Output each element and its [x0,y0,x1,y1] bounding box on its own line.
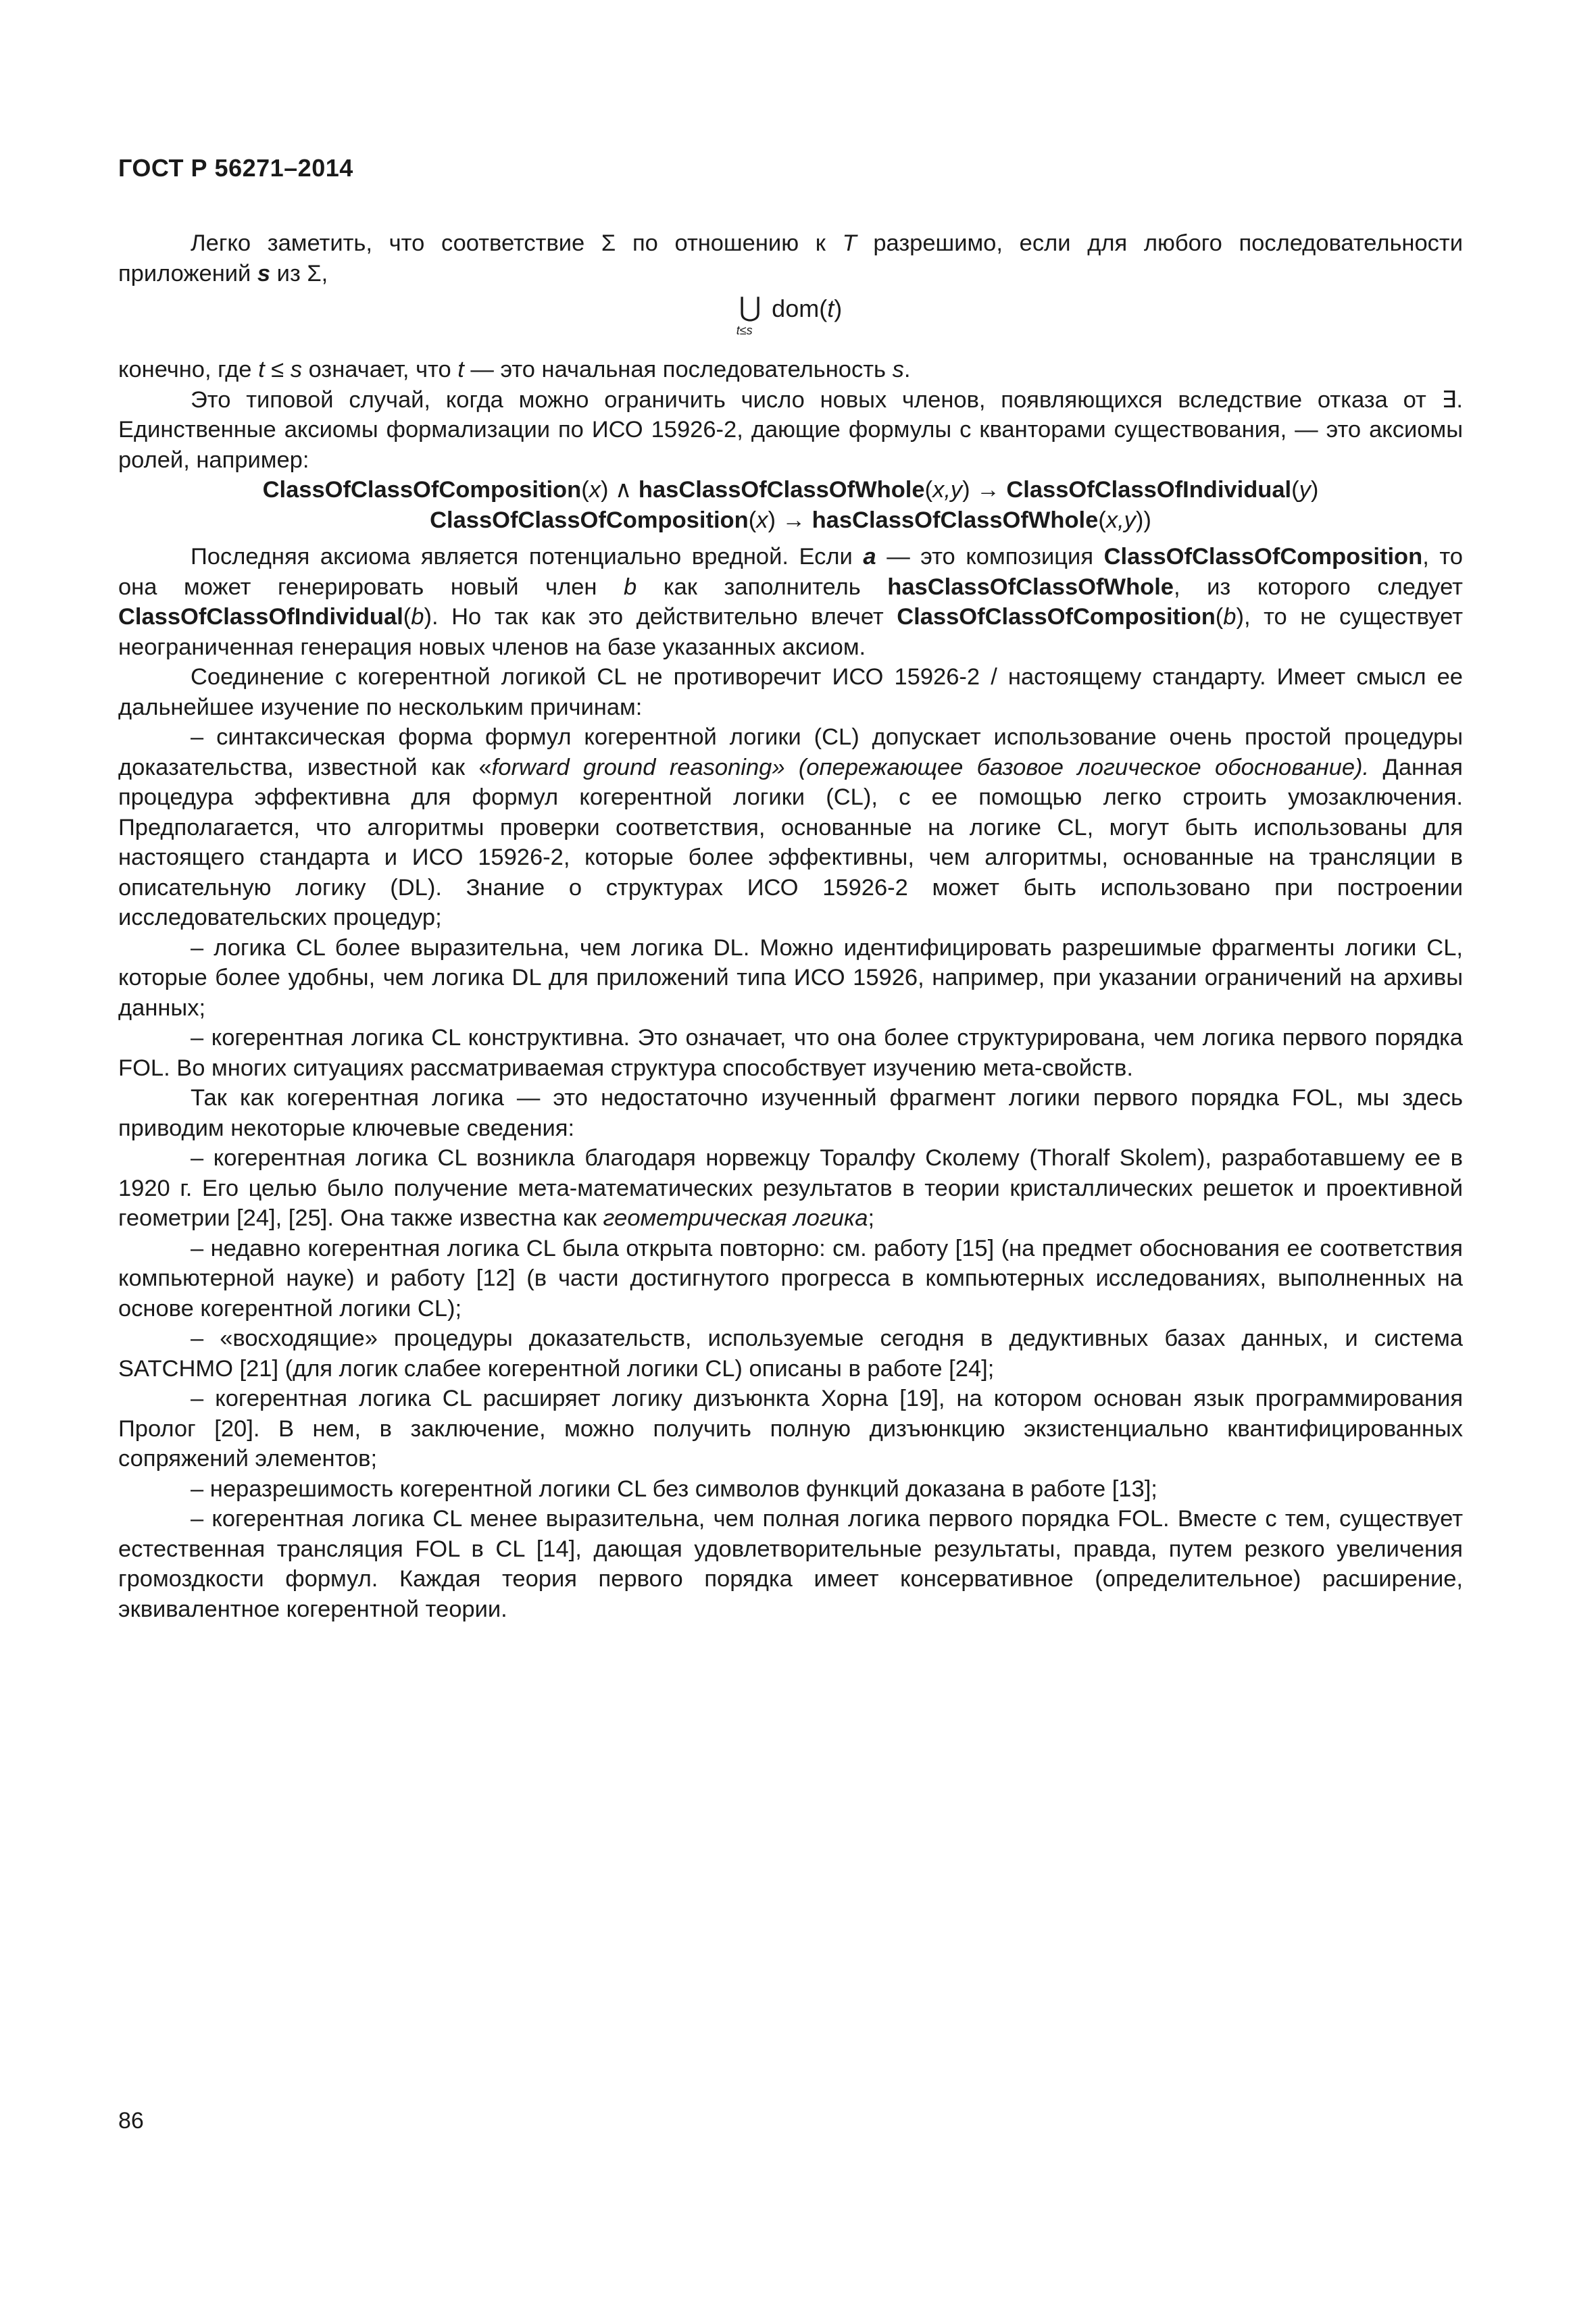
predicate: ClassOfClassOfComposition [262,477,582,503]
page-body [118,228,1463,1624]
var-xy: x,y [1105,507,1136,533]
var-s: s [290,357,303,382]
union-symbol: ⋃ [739,293,762,322]
var-b: b [411,604,424,630]
list-item-expressive: – логика CL более выразительна, чем логика DL. Можно идентифицировать разрешимые фрагменты логики CL, которые более удобны, чем логика DL для приложений типа ИСО 15926, например, при указании ограничений на архивы данных; [118,934,1463,1021]
var-y: y [1299,477,1311,503]
text: как заполнитель [637,574,888,600]
paragraph-cl-connection: Соединение с когерентной логикой CL не противоречит ИСО 15926-2 / настоящему стандарту. Имеет смысл ее дальнейшее изучение по нескольким причинам: [118,664,1463,720]
operator: ) → [768,507,812,533]
text: , то она может генерировать новый член [118,544,1463,600]
dom-function [772,294,842,324]
list-item-constructive: – когерентная логика CL конструктивна. Это означает, что она более структурирована, чем логика первого порядка FOL. Во многих ситуациях рассматриваемая структура способствует изучению мета-свойств. [118,1025,1463,1081]
text: — это композиция [876,544,1104,570]
text: – синтаксическая форма формул когерентной логики (CL) допускает использование очень простой процедуры доказательства, известной как « [118,724,1463,780]
operator: ) ∧ [600,477,639,503]
predicate: hasClassOfClassOfWhole [887,574,1174,600]
predicate: ClassOfClassOfComposition [430,507,749,533]
list-item-skolem [118,1143,1463,1234]
text: , из которого следует [1173,574,1463,600]
var-x: x [756,507,768,533]
list-item-bottom-up: – «восходящие» процедуры доказательств, используемые сегодня в дедуктивных базах данных, и система SATCHMO [21] (для логик слабее когерентной логики CL) описаны в работе [24]; [118,1326,1463,1382]
predicate: ClassOfClassOfComposition [1103,544,1423,570]
standard-header: ГОСТ Р 56271–2014 [118,154,353,182]
paren: ( [924,477,933,503]
paragraph-key-info: Так как когерентная логика — это недостаточно изученный фрагмент логики первого порядка FOL, мы здесь приводим некоторые ключевые сведения: [118,1085,1463,1141]
var-t: t [258,357,265,382]
text: разрешимо, если для любого последовательности приложений [118,230,1463,286]
text: – когерентная логика CL возникла благодаря норвежцу Торалфу Сколему (Thoralf Skolem), разработавшему ее в 1920 г. Его целью было получение мета-математических результатов в теории кристаллических решеток и проективной геометрии [24], [25]. Она также известна как [118,1145,1463,1231]
paren: ( [1215,604,1224,630]
formula-axiom-1 [118,475,1463,505]
list-item-less-expressive: – когерентная логика CL менее выразительна, чем полная логика первого порядка FOL. Вместе с тем, существует естественная трансляция FOL в CL [14], дающая удовлетворительные результаты, правда, путем резкого увеличения громоздкости формул. Каждая теория первого порядка имеет консервативное (определительное) расширение, эквивалентное когерентной теории. [118,1506,1463,1622]
list-item-rediscovered: – недавно когерентная логика CL была открыта повторно: см. работу [15] (на предмет обоснования ее соответствия компьютерной науке) и работу [12] (в части достигнутого прогресса в компьютерных исследованиях, выполненных на основе когерентной логики CL); [118,1235,1463,1322]
var-x: x [589,477,601,503]
text: ≤ [264,357,291,382]
paren: ( [1098,507,1106,533]
paragraph-finite [118,355,1463,385]
text: ), то не существует неограниченная генерация новых членов на базе указанных аксиом. [118,604,1463,660]
var-t: t [827,295,834,322]
predicate: ClassOfClassOfIndividual [1006,477,1292,503]
union-expression [736,293,843,337]
paren: ( [1291,477,1299,503]
paragraph-resolvable [118,228,1463,288]
paragraph-harmful-axiom [118,542,1463,662]
var-b: b [624,574,637,600]
union-formula [118,294,1463,352]
paren: ( [581,477,589,503]
predicate: hasClassOfClassOfWhole [638,477,925,503]
paren: ( [403,604,412,630]
text: — это начальная последовательность [464,357,893,382]
predicate: hasClassOfClassOfWhole [812,507,1099,533]
var-s: s [257,260,271,286]
dom-label: dom( [772,295,828,322]
text: ; [868,1205,875,1231]
var-b: b [1223,604,1237,630]
paren: ( [748,507,757,533]
operator: ) → [962,477,1007,503]
list-item-horn: – когерентная логика CL расширяет логику дизъюнкта Хорна [19], на котором основан язык программирования Пролог [20]. В нем, в заключение, можно получить полную дизъюнкцию экзистенциально квантифицированных сопряжений элементов; [118,1386,1463,1472]
var-t: t [457,357,464,382]
var-a: a [863,544,876,570]
var-xy: x,y [932,477,963,503]
var-s: s [892,357,904,382]
text: ). Но так как это действительно влечет [424,604,897,630]
list-item-syntax [118,722,1463,933]
italic-term: forward ground reasoning» (опережающее базовое логическое обоснование). [491,754,1370,780]
text: из Σ, [270,260,328,286]
text: конечно, где [118,357,259,382]
text: Данная процедура эффективна для формул когерентной логики (CL), с ее помощью легко строить умозаключения. Предполагается, что алгоритмы проверки соответствия, основанные на логике CL, могут быть использованы для настоящего стандарта и ИСО 15926-2, которые более эффективны, чем алгоритмы, основанные на трансляции в описательную логику (DL). Знание о структурах ИСО 15926-2 может быть использовано при построении исследовательских процедур; [118,754,1463,930]
text: означает, что [302,357,458,382]
italic-term: геометрическая логика [603,1205,868,1231]
union-subscript: t≤s [736,324,753,337]
paren: )) [1135,507,1151,533]
paren: ) [834,295,843,322]
text: Последняя аксиома является потенциально вредной. Если [191,544,864,570]
list-item-undecidable: – неразрешимость когерентной логики CL без символов функций доказана в работе [13]; [191,1476,1157,1502]
page-number: 86 [118,2108,144,2134]
text: Легко заметить, что соответствие Σ по отношению к [191,230,843,256]
paren: ) [1310,477,1319,503]
var-T: T [842,230,857,256]
text: . [903,357,911,382]
predicate: ClassOfClassOfIndividual [118,604,403,630]
predicate: ClassOfClassOfComposition [897,604,1216,630]
formula-axiom-2 [118,505,1463,536]
paragraph-typical-case: Это типовой случай, когда можно ограничить число новых членов, появляющихся вследствие отказа от ∃. Единственные аксиомы формализации по ИСО 15926-2, дающие формулы с кванторами существования, — это аксиомы ролей, например: [118,386,1463,473]
